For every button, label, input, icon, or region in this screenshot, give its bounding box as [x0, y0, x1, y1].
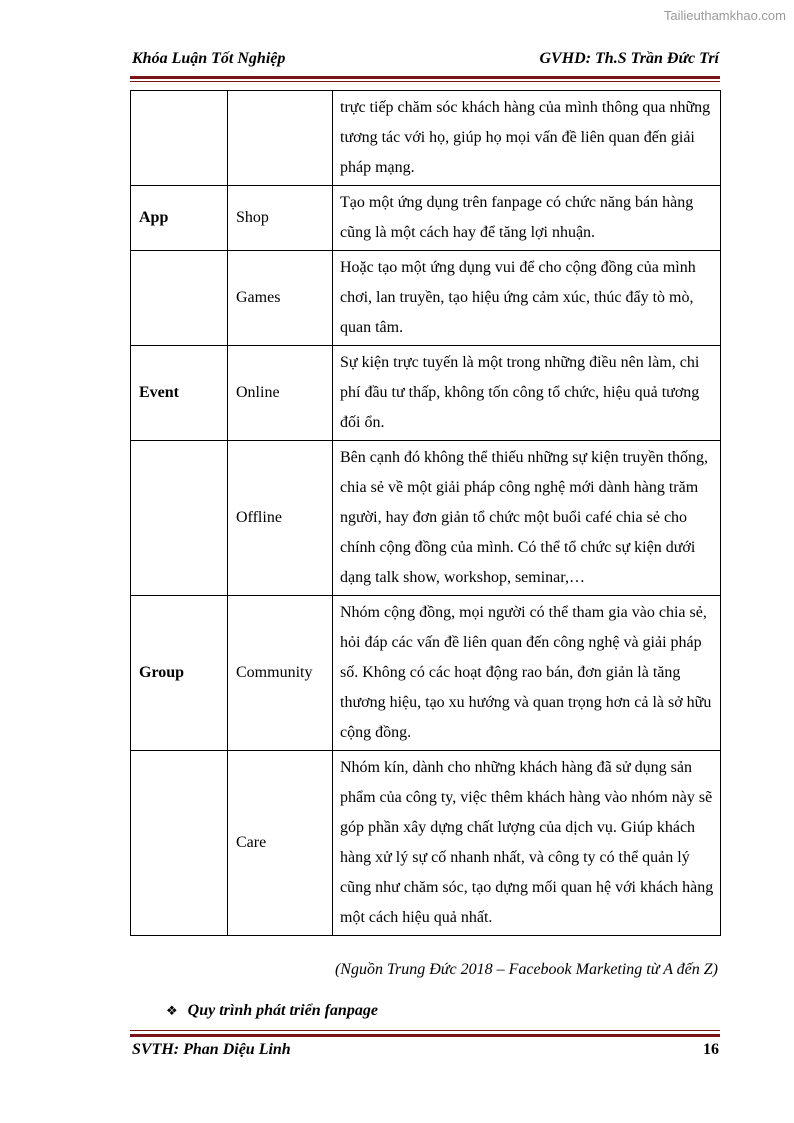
category-cell: Group — [131, 596, 228, 751]
page-footer — [132, 1041, 719, 1059]
type-cell: Community — [228, 596, 333, 751]
category-cell: Event — [131, 346, 228, 441]
page-header — [132, 50, 719, 68]
type-cell: Games — [228, 251, 333, 346]
description-cell: Nhóm cộng đồng, mọi người có thể tham gia vào chia sẻ, hỏi đáp các vấn đề liên quan đến công nghệ và giải pháp số. Không có các hoạt động rao bán, đơn giản là tăng thương hiệu, tạo xu hướng và quan trọng hơn cả là sở hữu cộng đồng. — [333, 596, 721, 751]
thesis-title: Khóa Luận Tốt Nghiệp — [132, 50, 286, 67]
section-heading-text: Quy trình phát triển fanpage — [187, 1002, 378, 1019]
table-row — [131, 186, 721, 251]
section-heading — [166, 1002, 378, 1020]
description-cell: Nhóm kín, dành cho những khách hàng đã sử dụng sản phẩm của công ty, việc thêm khách hàng vào nhóm này sẽ góp phần xây dựng chất lượng của dịch vụ. Giúp khách hàng xử lý sự cố nhanh nhất, và công ty có thể quản lý cũng như chăm sóc, tạo dựng mối quan hệ với khách hàng một cách hiệu quả nhất. — [333, 751, 721, 936]
table-row — [131, 91, 721, 186]
description-cell: Sự kiện trực tuyến là một trong những điều nên làm, chi phí đầu tư thấp, không tốn công tổ chức, hiệu quả tương đối ổn. — [333, 346, 721, 441]
description-cell: Tạo một ứng dụng trên fanpage có chức năng bán hàng cũng là một cách hay để tăng lợi nhuận. — [333, 186, 721, 251]
footer-rule — [130, 1034, 720, 1037]
footer-rule-thin — [130, 1030, 720, 1031]
type-cell: Offline — [228, 441, 333, 596]
category-cell: App — [131, 186, 228, 251]
student-name: SVTH: Phan Diệu Linh — [132, 1041, 291, 1058]
header-rule-thin — [130, 81, 720, 82]
type-cell: Care — [228, 751, 333, 936]
type-cell — [228, 91, 333, 186]
category-cell — [131, 441, 228, 596]
header-rule — [130, 76, 720, 79]
table-row — [131, 346, 721, 441]
table-row — [131, 251, 721, 346]
page-number: 16 — [703, 1041, 719, 1058]
description-cell: Bên cạnh đó không thể thiếu những sự kiện truyền thống, chia sẻ về một giải pháp công nghệ mới dành hàng trăm người, hay đơn giản tổ chức một buổi café chia sẻ cho chính cộng đồng của mình. Có thể tổ chức sự kiện dưới dạng talk show, workshop, seminar,… — [333, 441, 721, 596]
table-row — [131, 596, 721, 751]
description-cell: trực tiếp chăm sóc khách hàng của mình thông qua những tương tác với họ, giúp họ mọi vấn đề liên quan đến giải pháp mạng. — [333, 91, 721, 186]
category-cell — [131, 251, 228, 346]
fanpage-features-table — [130, 90, 721, 936]
advisor-name: GVHD: Th.S Trần Đức Trí — [539, 50, 719, 67]
table-row — [131, 751, 721, 936]
table-row — [131, 441, 721, 596]
type-cell: Shop — [228, 186, 333, 251]
diamond-bullet-icon: ❖ — [166, 1004, 178, 1019]
table-source-caption: (Nguồn Trung Đức 2018 – Facebook Marketing từ A đến Z) — [334, 961, 718, 978]
description-cell: Hoặc tạo một ứng dụng vui để cho cộng đồng của mình chơi, lan truyền, tạo hiệu ứng cảm xúc, thúc đẩy tò mò, quan tâm. — [333, 251, 721, 346]
watermark: Tailieuthamkhao.com — [663, 8, 786, 23]
category-cell — [131, 751, 228, 936]
category-cell — [131, 91, 228, 186]
type-cell: Online — [228, 346, 333, 441]
